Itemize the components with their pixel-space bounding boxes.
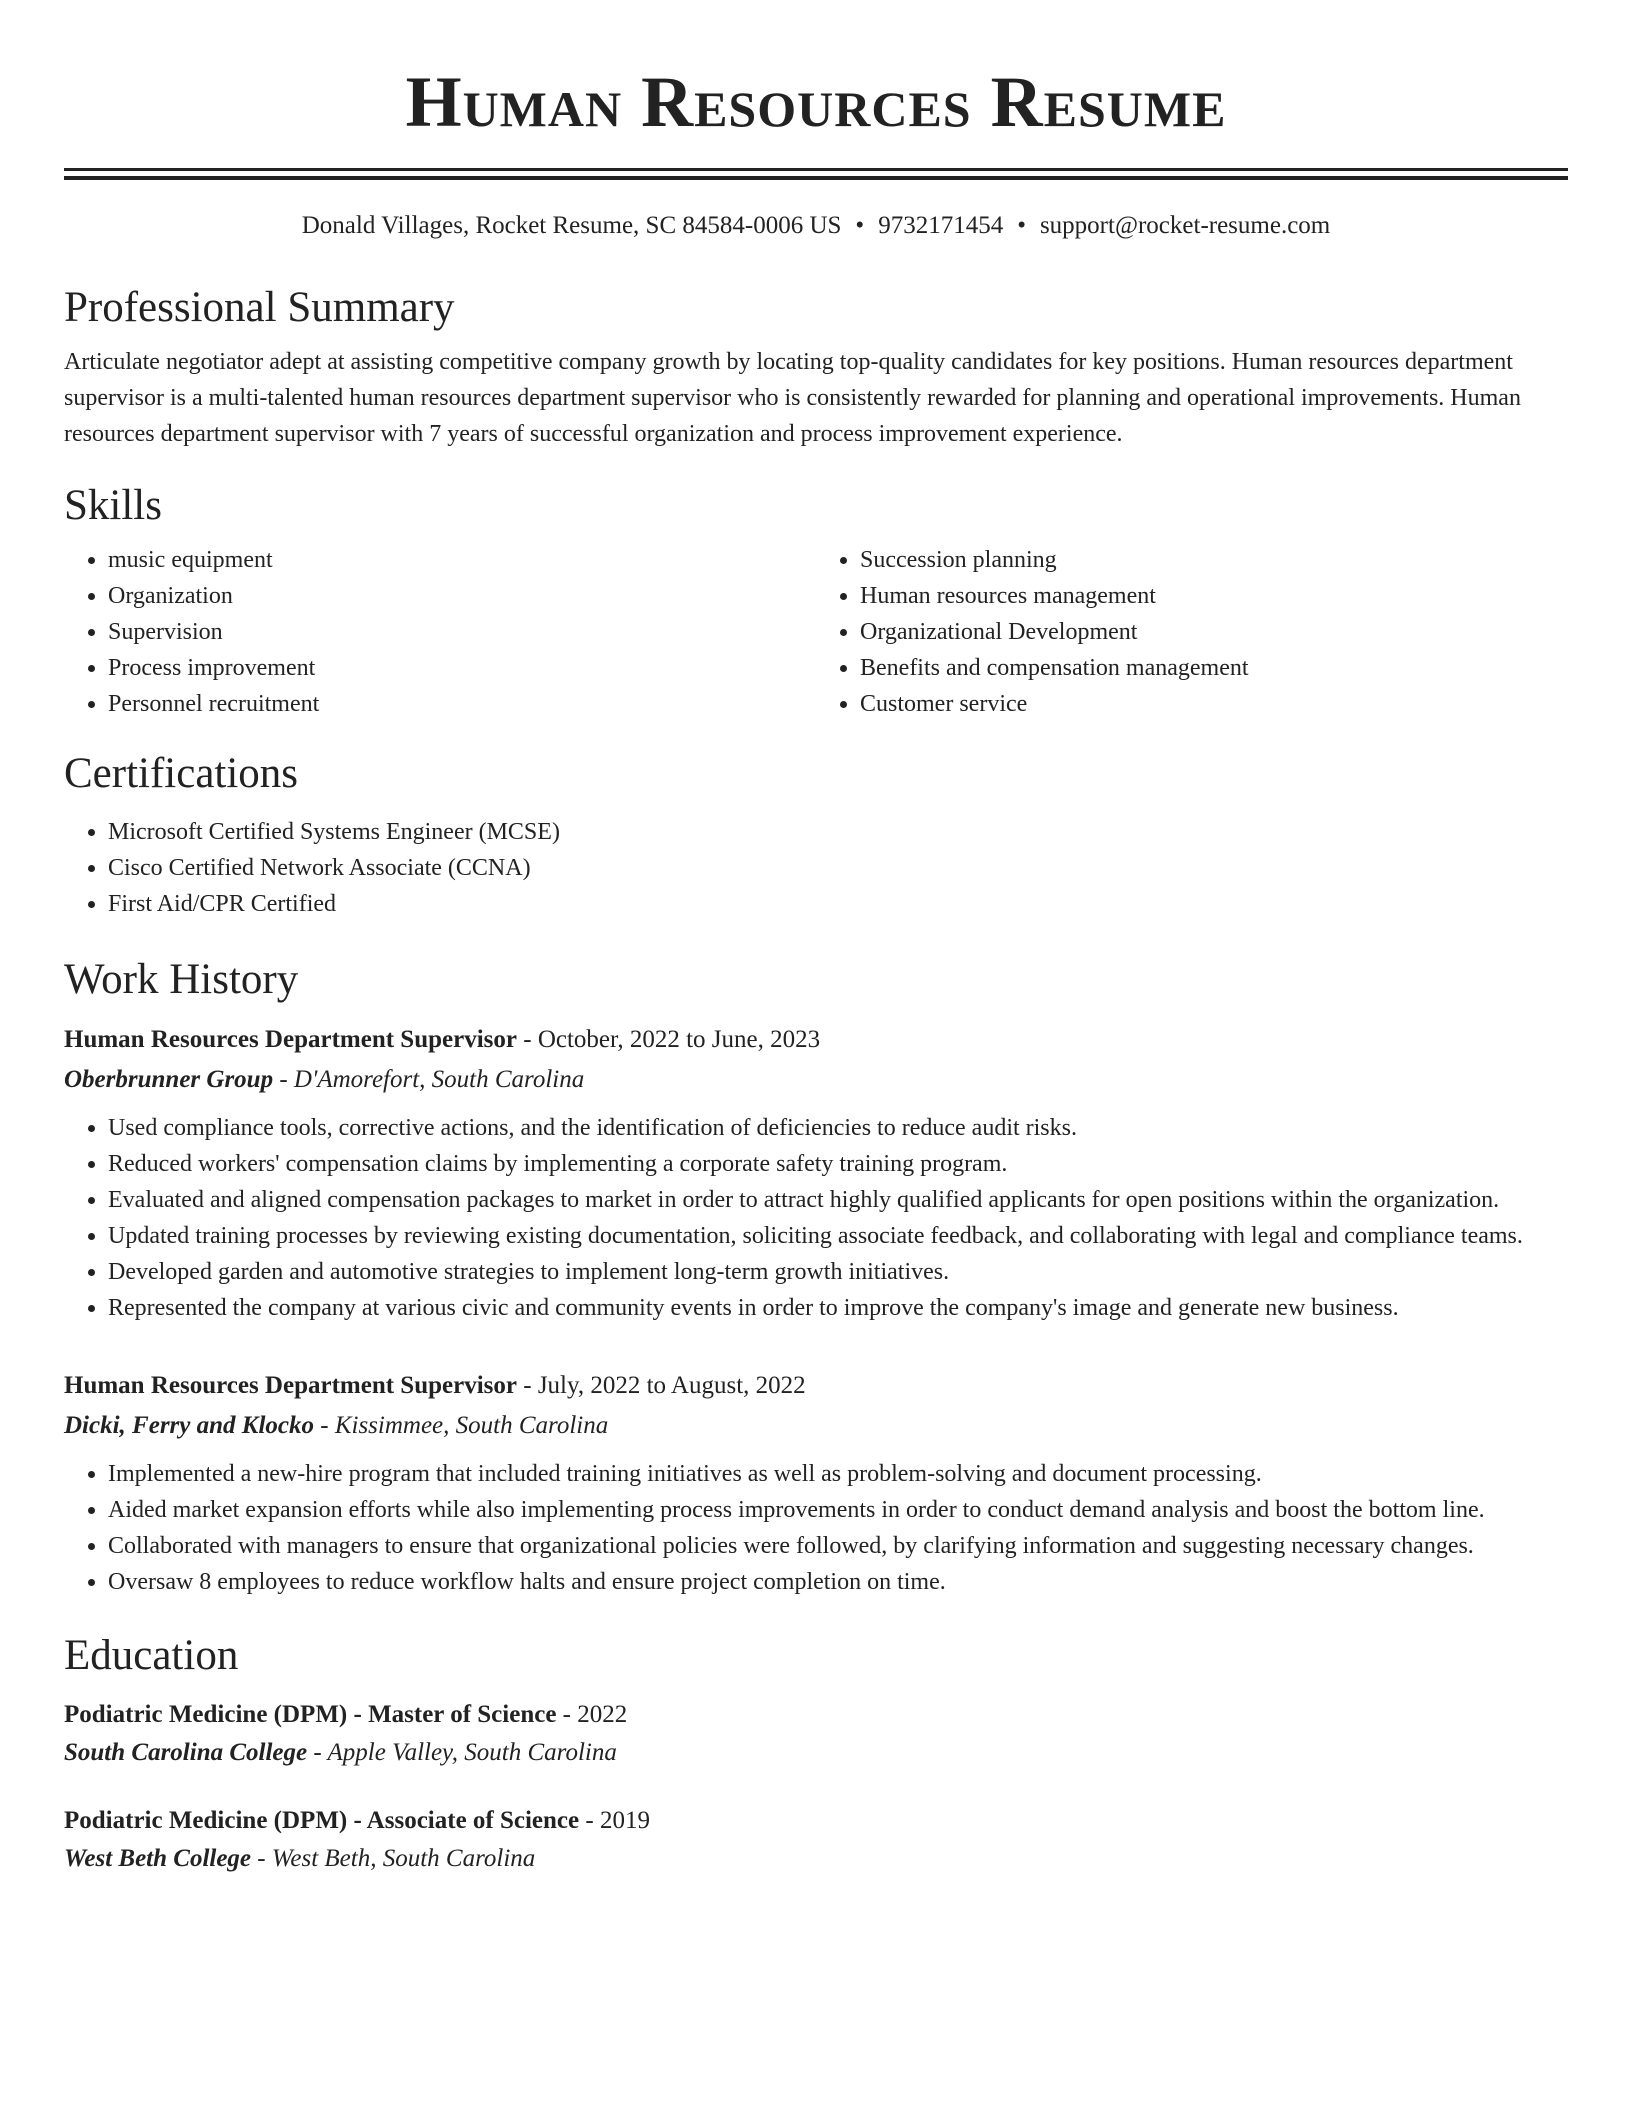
degree-year: 2022	[577, 1701, 628, 1728]
joiner: -	[251, 1845, 272, 1872]
job-title: Human Resources Department Supervisor	[64, 1372, 517, 1399]
joiner: -	[273, 1066, 294, 1093]
skills-columns	[64, 542, 1568, 722]
school: South Carolina College	[64, 1739, 308, 1766]
job-bullet: • Oversaw 8 employees to reduce workflow halts and ensure project completion on time.	[108, 1564, 1568, 1600]
job-bullet: • Reduced workers' compensation claims by implementing a corporate safety training program.	[108, 1146, 1568, 1182]
certification-item: • Microsoft Certified Systems Engineer (MCSE)	[108, 814, 1568, 850]
degree: Podiatric Medicine (DPM) - Master of Science	[64, 1701, 557, 1728]
contact-email: support@rocket-resume.com	[1039, 212, 1331, 239]
school: West Beth College	[64, 1845, 252, 1872]
skill-item: • Process improvement	[108, 650, 816, 686]
skills-section	[64, 478, 1568, 722]
school-line	[64, 1840, 1568, 1878]
skill-item: • Organization	[108, 578, 816, 614]
job-bullet: • Used compliance tools, corrective actions, and the identification of deficiencies to reduce audit risks.	[108, 1110, 1568, 1146]
job-bullet: • Evaluated and aligned compensation packages to market in order to attract highly qualified applicants for open positions within the organization.	[108, 1182, 1568, 1218]
skill-item: • music equipment	[108, 542, 816, 578]
page-title: Human Resources Resume	[405, 62, 1227, 142]
joiner: -	[556, 1701, 578, 1728]
joiner: -	[579, 1807, 600, 1834]
skill-item: • Supervision	[108, 614, 816, 650]
job-bullet: • Developed garden and automotive strategies to implement long-term growth initiatives.	[108, 1254, 1568, 1290]
degree: Podiatric Medicine (DPM) - Associate of Science	[64, 1807, 580, 1834]
skill-item: • Organizational Development	[860, 614, 1568, 650]
job-dates: October, 2022 to June, 2023	[537, 1026, 821, 1053]
job-bullets	[64, 1110, 1568, 1326]
contact-separator: •	[1017, 212, 1026, 239]
job-title: Human Resources Department Supervisor	[64, 1026, 517, 1053]
joiner: -	[307, 1739, 328, 1766]
school-location: Apple Valley, South Carolina	[327, 1739, 617, 1766]
contact-line	[64, 208, 1568, 244]
job-bullet: • Represented the company at various civic and community events in order to improve the company's image and generate new business.	[108, 1290, 1568, 1326]
contact-phone: 9732171454	[878, 212, 1004, 239]
section-heading-skills: Skills	[64, 482, 162, 529]
job-location: Kissimmee, South Carolina	[334, 1412, 609, 1439]
school-location: West Beth, South Carolina	[271, 1845, 536, 1872]
section-heading-work: Work History	[64, 956, 299, 1003]
job-location: D'Amorefort, South Carolina	[293, 1066, 585, 1093]
school-line	[64, 1734, 1568, 1772]
skill-item: • Succession planning	[860, 542, 1568, 578]
job-bullet: • Aided market expansion efforts while also implementing process improvements in order to conduct demand analysis and boost the bottom line.	[108, 1492, 1568, 1528]
education-section	[64, 1628, 1568, 1878]
title-double-rule	[64, 168, 1568, 180]
work-history-section	[64, 952, 1568, 1600]
job-bullet: • Collaborated with managers to ensure that organizational policies were followed, by clarifying information and suggesting necessary changes.	[108, 1528, 1568, 1564]
job-dates: July, 2022 to August, 2022	[537, 1372, 806, 1399]
professional-summary-section	[64, 280, 1568, 452]
job-entry	[64, 1020, 1568, 1326]
contact-separator: •	[855, 212, 865, 239]
section-heading-education: Education	[64, 1632, 239, 1679]
job-title-line	[64, 1020, 1568, 1060]
joiner: -	[516, 1026, 538, 1053]
job-entry	[64, 1366, 1568, 1600]
certifications-section	[64, 746, 1568, 922]
job-company-line	[64, 1406, 1568, 1446]
job-bullet: • Updated training processes by reviewing existing documentation, soliciting associate feedback, and collaborating with legal and compliance teams.	[108, 1218, 1568, 1254]
job-title-line	[64, 1366, 1568, 1406]
joiner: -	[314, 1412, 335, 1439]
job-company: Dicki, Ferry and Klocko	[64, 1412, 314, 1439]
job-company-line	[64, 1060, 1568, 1100]
contact-address: Donald Villages, Rocket Resume, SC 84584-0006 US	[301, 212, 842, 239]
certification-item: • Cisco Certified Network Associate (CCNA)	[108, 850, 1568, 886]
degree-line	[64, 1696, 1568, 1734]
skill-item: • Benefits and compensation management	[860, 650, 1568, 686]
degree-line	[64, 1802, 1568, 1840]
degree-year: 2019	[599, 1807, 650, 1834]
education-entry	[64, 1696, 1568, 1772]
certification-item: • First Aid/CPR Certified	[108, 886, 1568, 922]
skill-item: • Human resources management	[860, 578, 1568, 614]
skills-list-right	[816, 542, 1568, 722]
job-company: Oberbrunner Group	[64, 1066, 274, 1093]
joiner: -	[516, 1372, 538, 1399]
job-bullet: • Implemented a new-hire program that included training initiatives as well as problem-solving and document processing.	[108, 1456, 1568, 1492]
job-bullets	[64, 1456, 1568, 1600]
section-heading-certifications: Certifications	[64, 750, 299, 797]
section-heading-summary: Professional Summary	[64, 284, 455, 331]
education-entry	[64, 1802, 1568, 1878]
skills-list-left	[64, 542, 816, 722]
certifications-list	[64, 814, 1568, 922]
skill-item: • Customer service	[860, 686, 1568, 722]
summary-text: Articulate negotiator adept at assisting competitive company growth by locating top-quality candidates for key positions. Human resources department supervisor is a multi-talented human resources department supervisor who is consistently rewarded for planning and operational improvements. Human resources department supervisor with 7 years of successful organization and process improvement experience.	[64, 349, 1521, 447]
skill-item: • Personnel recruitment	[108, 686, 816, 722]
